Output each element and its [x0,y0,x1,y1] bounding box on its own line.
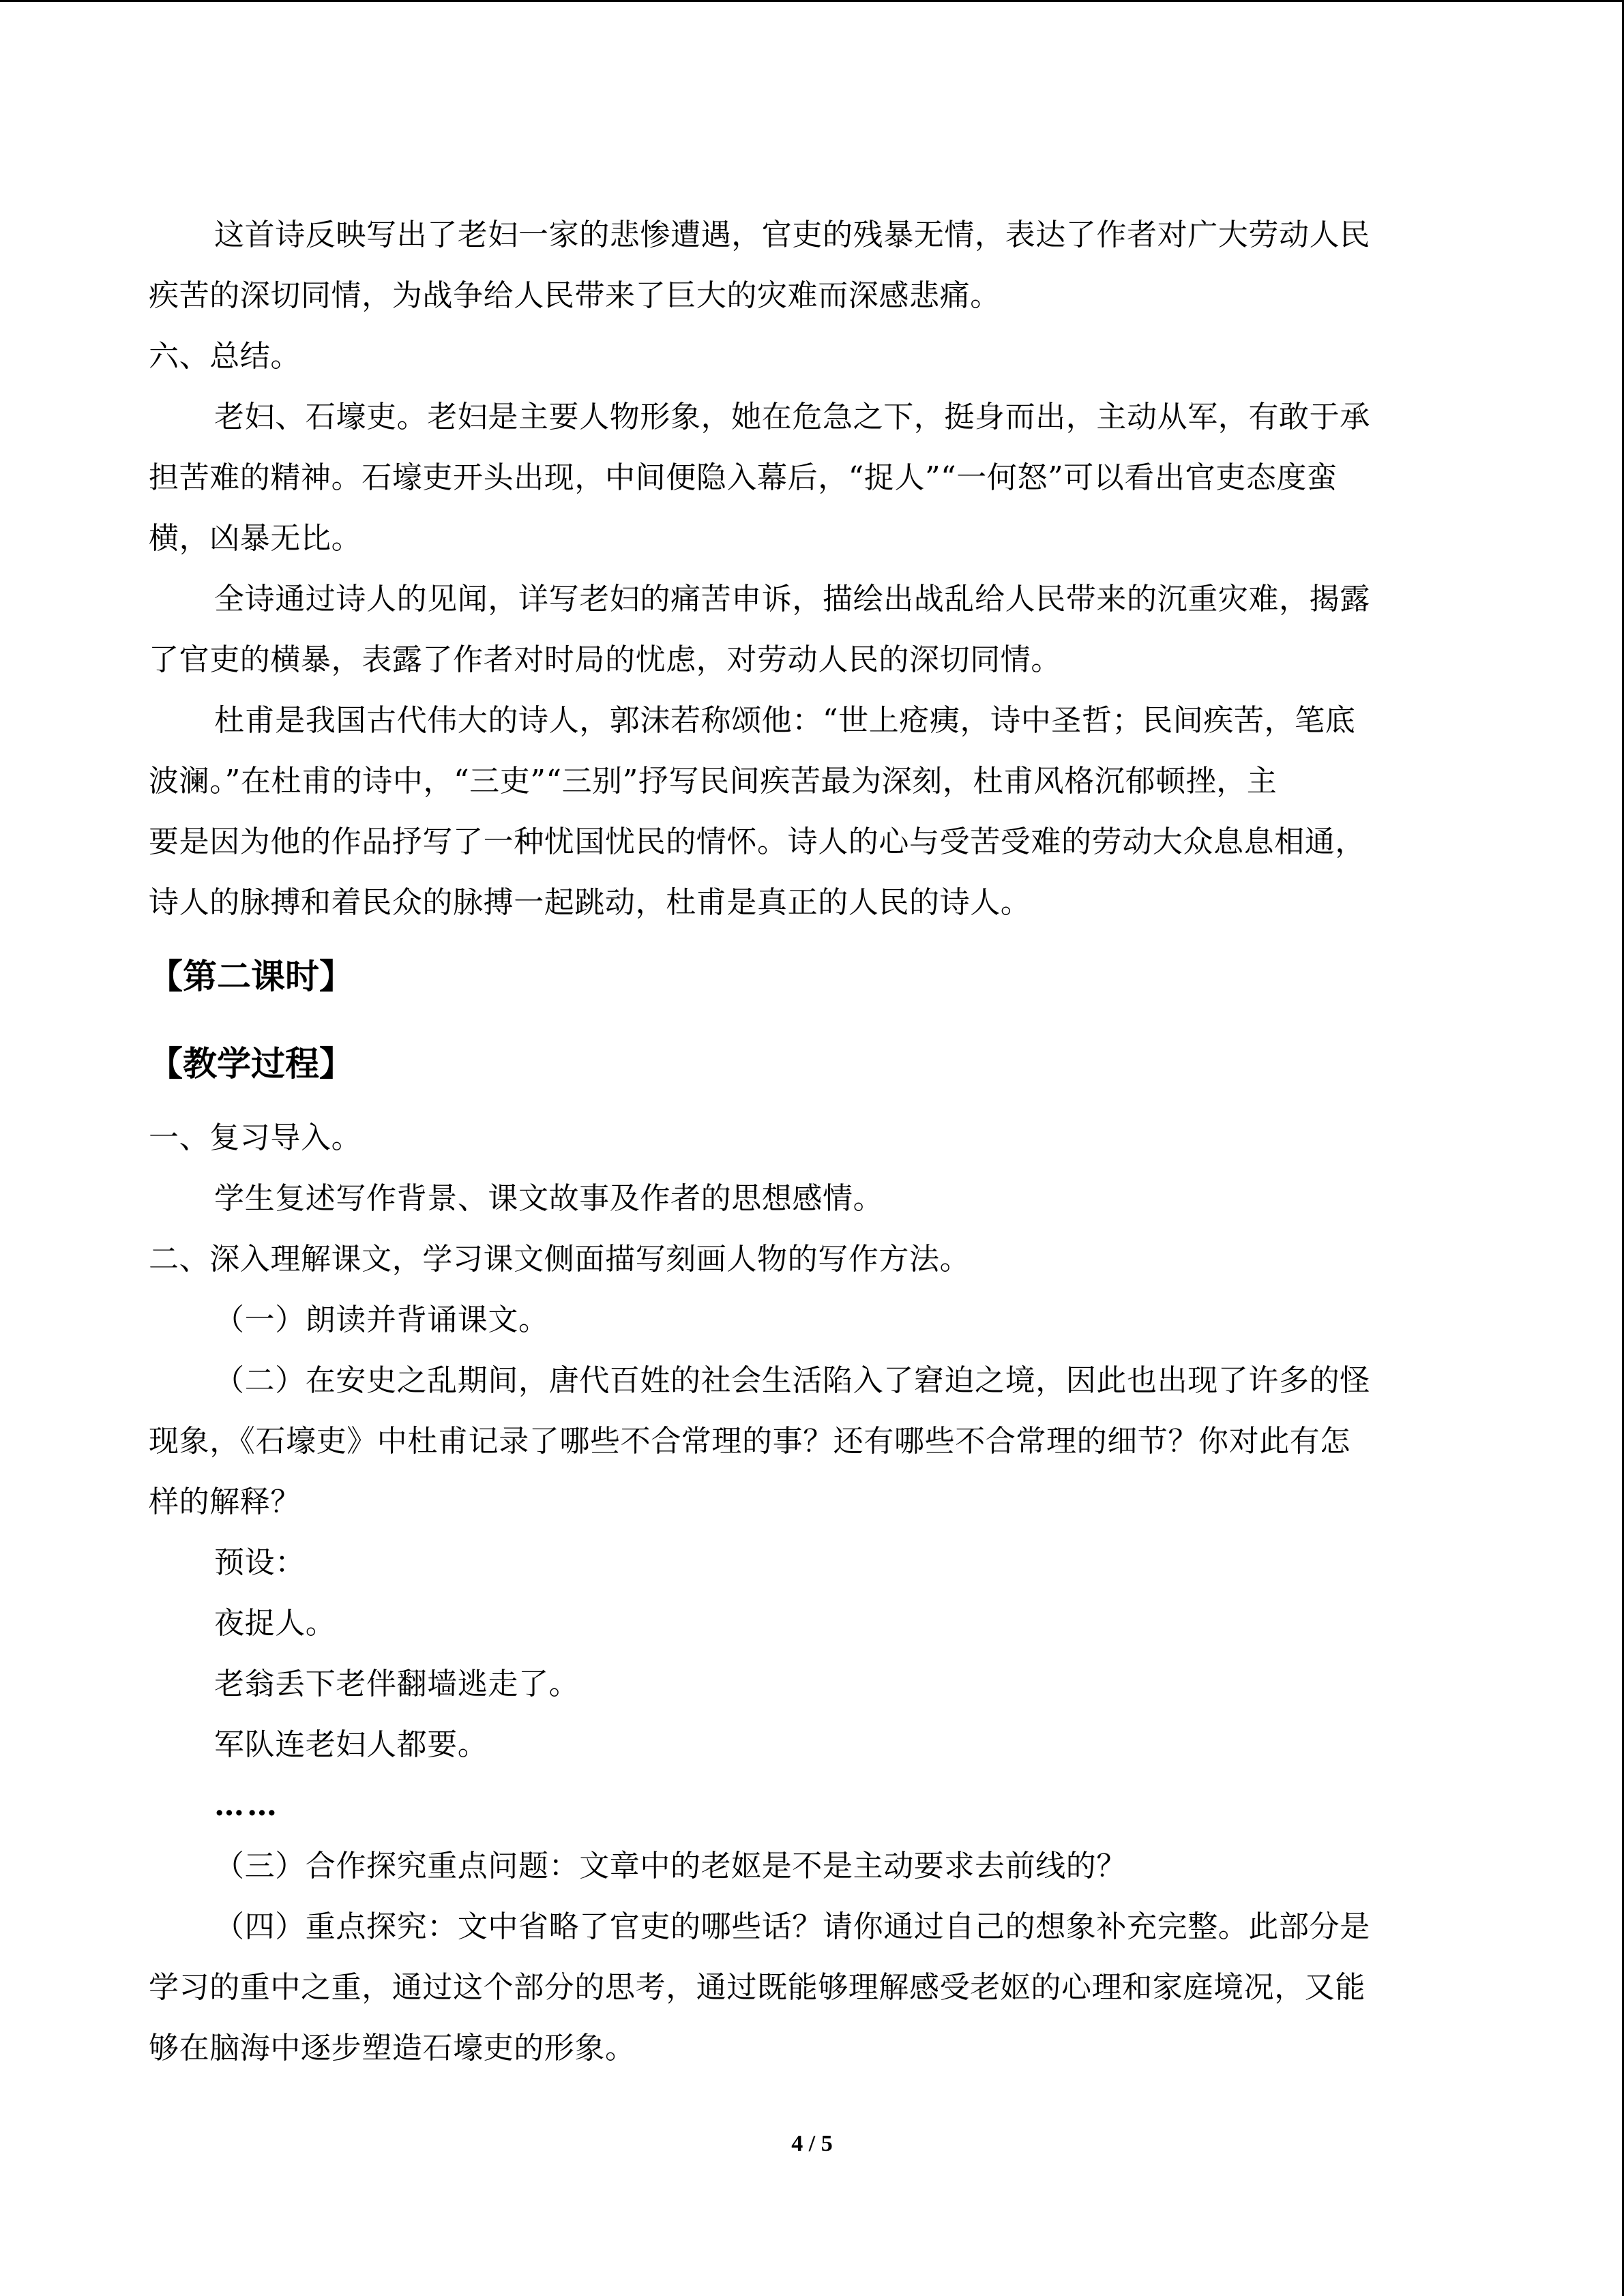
paragraph-line: 要是因为他的作品抒写了一种忧国忧民的情怀。诗人的心与受苦受难的劳动大众息息相通， [149,824,1365,859]
paragraph-line: 预设： [214,1545,306,1580]
paragraph-line: 够在脑海中逐步塑造石壕吏的形象。 [149,2031,636,2066]
paragraph-line: 老妇、石壕吏。老妇是主要人物形象，她在危急之下，挺身而出，主动从军，有敢于承 [214,400,1370,434]
paragraph-line: 诗人的脉搏和着民众的脉搏一起跳动，杜甫是真正的人民的诗人。 [149,885,1031,920]
paragraph-line: 了官吏的横暴，表露了作者对时局的忧虑，对劳动人民的深切同情。 [149,642,1061,677]
paragraph-line: 疾苦的深切同情，为战争给人民带来了巨大的灾难而深感悲痛。 [149,278,1001,313]
paragraph-line: 全诗通过诗人的见闻，详写老妇的痛苦申诉，描绘出战乱给人民带来的沉重灾难，揭露 [214,582,1370,616]
subsection-line: （三）合作探究重点问题：文章中的老妪是不是主动要求去前线的？ [214,1849,1127,1883]
paragraph-line: 波澜。”在杜甫的诗中，“三吏”“三别”抒写民间疾苦最为深刻，杜甫风格沉郁顿挫，主 [149,764,1278,799]
subsection-line: （二）在安史之乱期间，唐代百姓的社会生活陷入了窘迫之境，因此也出现了许多的怪 [214,1363,1370,1398]
paragraph-line: 杜甫是我国古代伟大的诗人，郭沫若称颂他：“世上疮痍，诗中圣哲；民间疾苦，笔底 [214,703,1356,738]
page-number: 4 / 5 [791,2131,833,2156]
subsection-line: （四）重点探究：文中省略了官吏的哪些话？请你通过自己的想象补充完整。此部分是 [214,1909,1370,1944]
section-heading-deep-understanding: 二、深入理解课文，学习课文侧面描写刻画人物的写作方法。 [149,1242,971,1277]
paragraph-line: 样的解释？ [149,1485,301,1519]
paragraph-line: 担苦难的精神。石壕吏开头出现，中间便隐入幕后，“捉人”“一何怒”可以看出官吏态度蛮 [149,460,1338,495]
paragraph-line: 夜捉人。 [214,1606,336,1641]
paragraph-line: 学习的重中之重，通过这个部分的思考，通过既能够理解感受老妪的心理和家庭境况，又能 [149,1970,1365,2005]
paragraph-line: 军队连老妇人都要。 [214,1727,488,1762]
document-body [149,205,1458,2078]
paragraph-line: 现象，《石壕吏》中杜甫记录了哪些不合常理的事？还有哪些不合常理的细节？你对此有怎 [149,1424,1350,1459]
section-heading-review: 一、复习导入。 [149,1120,362,1155]
subsection-line: （一）朗读并背诵课文。 [214,1302,549,1337]
section-heading-summary: 六、总结。 [149,339,301,374]
ellipsis-line: …… [214,1788,280,1823]
paragraph-line: 这首诗反映写出了老妇一家的悲惨遭遇，官吏的残暴无情，表达了作者对广大劳动人民 [214,218,1370,252]
heading-lesson-2: 【第二课时】 [149,957,353,996]
heading-teaching-process: 【教学过程】 [149,1044,353,1084]
paragraph-line: 横，凶暴无比。 [149,521,362,556]
page-border-top [0,0,1624,2]
paragraph-line: 学生复述写作背景、课文故事及作者的思想感情。 [214,1181,884,1216]
paragraph-line: 老翁丢下老伴翻墙逃走了。 [214,1667,580,1701]
